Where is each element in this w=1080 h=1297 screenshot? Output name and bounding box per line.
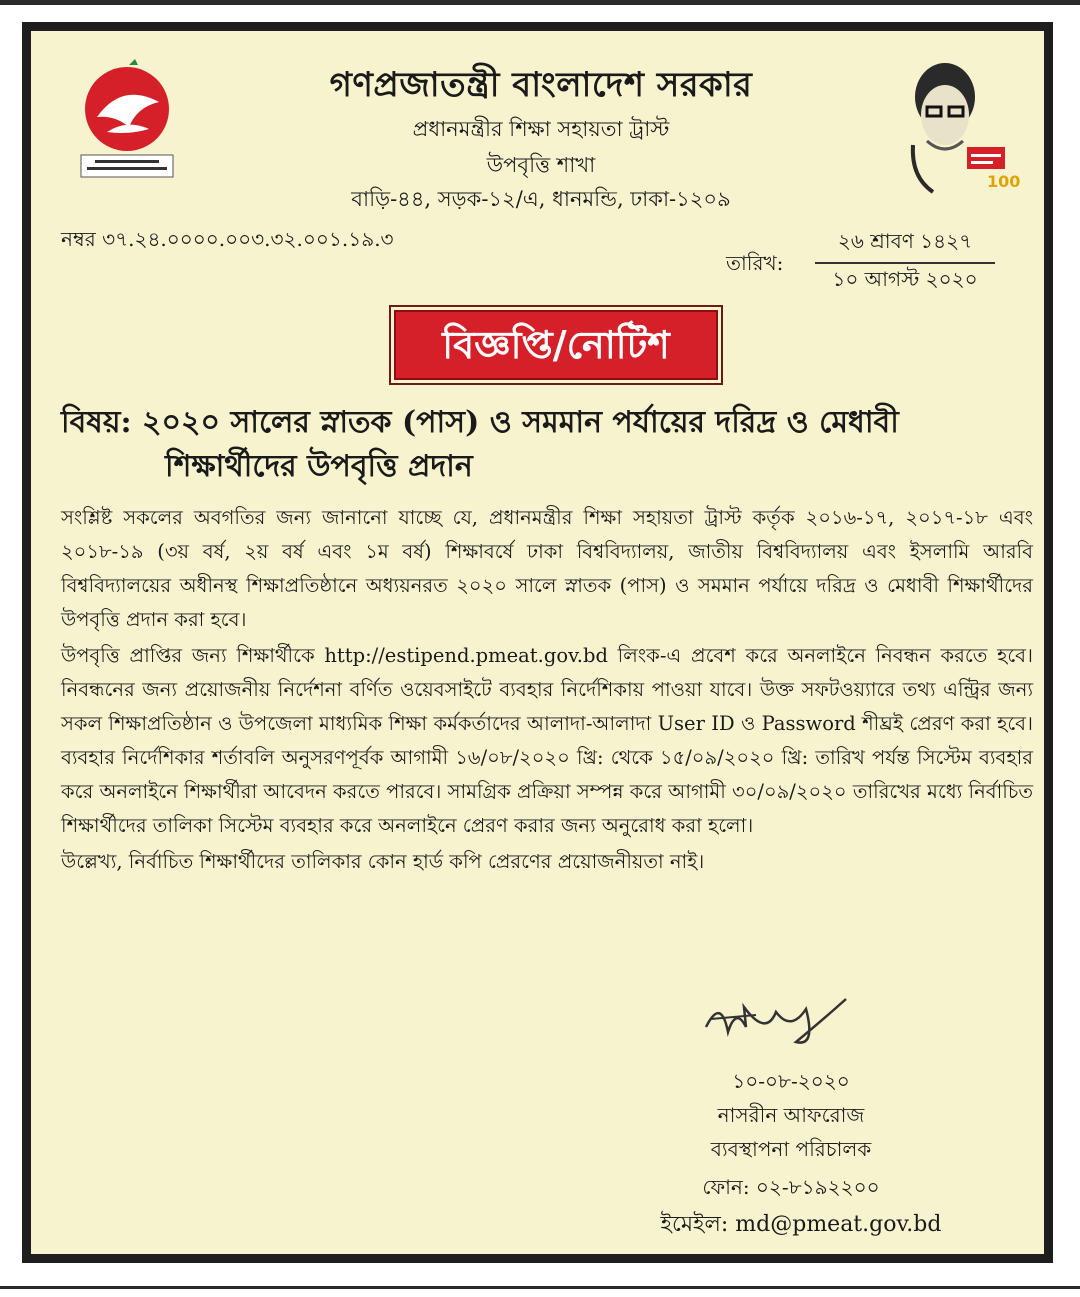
signatory-title: ব্যবস্থাপনা পরিচালক <box>710 1137 872 1161</box>
mujib-borsho-logo <box>893 57 1031 197</box>
subject-line-1: বিষয়: ২০২০ সালের স্নাতক (পাস) ও সমমান পর্যায়ের দরিদ্র ও মেধাবী <box>61 405 899 440</box>
date-english: ১০ আগস্ট ২০২০ <box>832 267 978 291</box>
notice-document <box>22 22 1053 1263</box>
date-bangla: ২৬ শ্রাবণ ১৪২৭ <box>815 227 995 264</box>
body-paragraph-2: উপবৃত্তি প্রাপ্তির জন্য শিক্ষার্থীকে http://estipend.pmeat.gov.bd লিংক-এ প্রবেশ করে অনলাইনে নিবন্ধন করতে হবে। নিবন্ধনের জন্য প্রয়োজনীয় নির্দেশনা বর্ণিত ওয়েবসাইটে ব্যবহার নির্দেশিকায় পাওয়া যাবে। উক্ত সফটওয়্যারে তথ্য এন্ট্রির জন্য সকল শিক্ষাপ্রতিষ্ঠান ও উপজেলা মাধ্যমিক শিক্ষা কর্মকর্তাদের আলাদা-আলাদা User ID ও Password শীঘ্রই প্রেরণ করা হবে। ব্যবহার নির্দেশিকার শর্তাবলি অনুসরণপূর্বক আগামী ১৬/০৮/২০২০ খ্রি: থেকে ১৫/০৯/২০২০ খ্রি: তারিখ পর্যন্ত সিস্টেম ব্যবহার করে অনলাইনে শিক্ষার্থীরা আবেদন করতে পারবে। সামগ্রিক প্রক্রিয়া সম্পন্ন করে আগামী ৩০/০৯/২০২০ তারিখের মধ্যে নির্বাচিত শিক্ষার্থীদের তালিকা সিস্টেম ব্যবহার করে অনলাইনে প্রেরণ করার জন্য অনুরোধ করা হলো। <box>61 644 1033 837</box>
notice-body <box>61 501 1033 881</box>
signatory-phone: ফোন: ০২-৮১৯২২০০ <box>702 1175 880 1199</box>
trust-name: প্রধানমন্ত্রীর শিক্ষা সহায়তা ট্রাস্ট <box>412 117 670 141</box>
body-paragraph-1: সংশ্লিষ্ট সকলের অবগতির জন্য জানানো যাচ্ছে যে, প্রধানমন্ত্রীর শিক্ষা সহায়তা ট্রাস্ট কর্তৃক ২০১৬-১৭, ২০১৭-১৮ এবং ২০১৮-১৯ (৩য় বর্ষ, ২য় বর্ষ এবং ১ম বর্ষ) শিক্ষাবর্ষে ঢাকা বিশ্ববিদ্যালয়, জাতীয় বিশ্ববিদ্যালয় এবং ইসলামি আরবি বিশ্ববিদ্যালয়ের অধীনস্থ শিক্ষাপ্রতিষ্ঠানে অধ্যয়নরত ২০২০ সালে স্নাতক (পাস) ও সমমান পর্যায়ে দরিদ্র ও মেধাবী শিক্ষার্থীদের উপবৃত্তি প্রদান করা হবে। <box>61 506 1033 631</box>
signatory-email: ইমেইল: md@pmeat.gov.bd <box>660 1212 942 1237</box>
svg-text:100: 100 <box>987 172 1021 191</box>
subject-heading <box>61 401 1041 489</box>
government-title: গণপ্রজাতন্ত্রী বাংলাদেশ সরকার <box>329 65 753 105</box>
signature-image <box>696 987 856 1057</box>
body-paragraph-3: উল্লেখ্য, নির্বাচিত শিক্ষার্থীদের তালিকার কোন হার্ড কপি প্রেরণের প্রয়োজনীয়তা নাই। <box>61 850 705 873</box>
date-label: তারিখ: <box>726 251 784 275</box>
top-rule <box>0 0 1080 5</box>
bottom-rule <box>0 1286 1080 1289</box>
signatory-name: নাসরীন আফরোজ <box>717 1103 865 1127</box>
trust-logo <box>67 57 187 187</box>
notice-badge: বিজ্ঞপ্তি/নোটিশ <box>394 310 718 380</box>
branch-name: উপবৃত্তি শাখা <box>486 153 596 177</box>
office-address: বাড়ি-৪৪, সড়ক-১২/এ, ধানমন্ডি, ঢাকা-১২০৯ <box>351 187 731 211</box>
signature-date: ১০-০৮-২০২০ <box>732 1069 850 1093</box>
subject-line-2: শিক্ষার্থীদের উপবৃত্তি প্রদান <box>165 449 473 484</box>
reference-number: নম্বর ৩৭.২৪.০০০০.০০৩.৩২.০০১.১৯.৩ <box>61 227 394 251</box>
